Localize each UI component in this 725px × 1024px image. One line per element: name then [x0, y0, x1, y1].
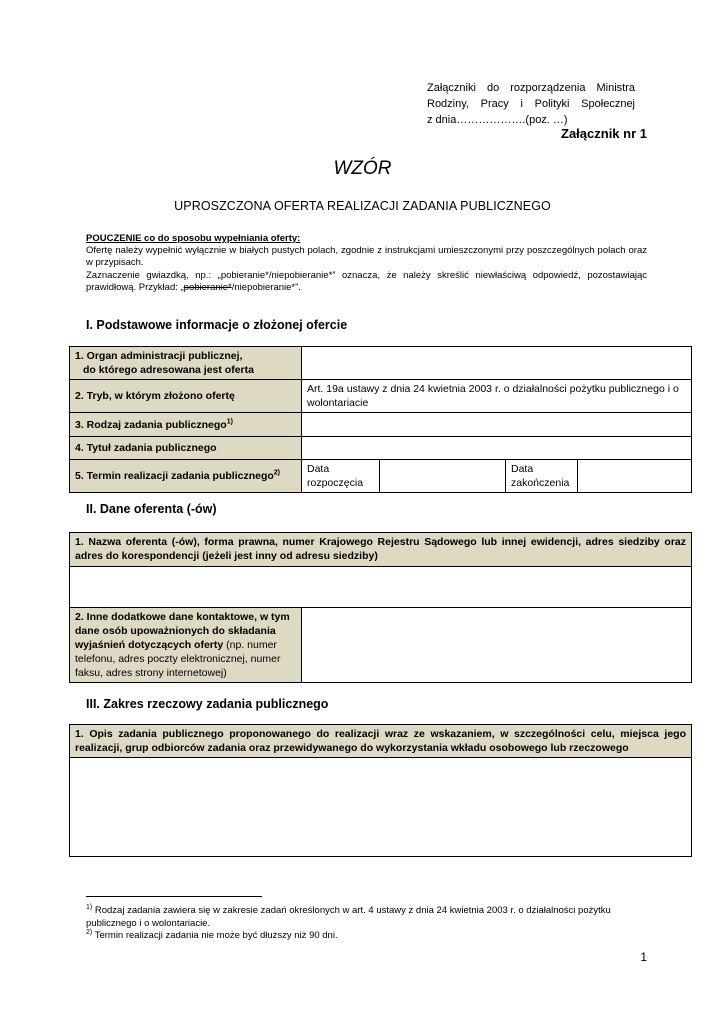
- footnote-divider: [86, 896, 262, 897]
- offeror-name-field[interactable]: [70, 567, 692, 608]
- contact-data-label: [70, 608, 302, 683]
- offeror-name-label: 1. Nazwa oferenta (-ów), forma prawna, numer Krajowego Rejestru Sądowego lub innej ewidencji, adres siedziby oraz adres do korespondencji (jeżeli jest inny od adresu siedziby): [70, 533, 692, 567]
- instructions-line-2: [86, 270, 647, 294]
- footnote-2-mark: 2): [86, 928, 93, 936]
- instructions-heading: POUCZENIE co do sposobu wypełniania oferty:: [86, 233, 301, 244]
- contact-data-label-text: 2. Inne dodatkowe dane kontaktowe, w tym dane osób upoważnionych do składania wyjaśnień dotyczących oferty: [75, 611, 290, 651]
- task-type-field[interactable]: [302, 413, 692, 437]
- page-number: 1: [640, 950, 647, 964]
- footnote-2-text: Termin realizacji zadania nie może być dłuższy niż 90 dni.: [92, 930, 338, 941]
- authority-label-line-2: do którego adresowana jest oferta: [83, 364, 254, 376]
- regulation-note-line-1: Załączniki do rozporządzenia Ministra: [427, 82, 635, 94]
- task-term-label-text: 5. Termin realizacji zadania publicznego: [75, 470, 274, 482]
- contact-data-field[interactable]: [302, 608, 692, 683]
- procedure-value: Art. 19a ustawy z dnia 24 kwietnia 2003 r. o działalności pożytku publicznego i o wolontariacie: [302, 380, 692, 413]
- task-title-label: 4. Tytuł zadania publicznego: [70, 437, 302, 460]
- task-type-label-text: 3. Rodzaj zadania publicznego: [75, 418, 227, 431]
- instructions-text: Zaznaczenie gwiazdką, np.: „pobieranie*/niepobieranie*” oznacza, że należy skreślić niewłaściwą odpowiedź, pozostawiając prawidłową. Przykład: „: [86, 269, 647, 293]
- start-date-label: Data rozpoczęcia: [302, 460, 380, 493]
- task-scope-table: [69, 724, 692, 857]
- section-3-title: III. Zakres rzeczowy zadania publicznego: [86, 697, 329, 711]
- footnote-ref-2: 2): [273, 469, 281, 477]
- footnotes: [86, 905, 648, 943]
- annex-label: Załącznik nr 1: [561, 126, 647, 141]
- authority-label: [70, 347, 302, 380]
- task-type-label: [70, 413, 302, 437]
- instructions-line-1: Ofertę należy wypełnić wyłącznie w białych pustych polach, zgodnie z instrukcjami umieszczonymi przy poszczególnych polach oraz w przypisach.: [86, 245, 647, 269]
- procedure-label: 2. Tryb, w którym złożono ofertę: [70, 380, 302, 413]
- task-term-label: [70, 460, 302, 493]
- struck-example: pobieranie*: [183, 281, 232, 293]
- instructions: [86, 233, 647, 294]
- regulation-note-line-2: Rodziny, Pracy i Polityki Społecznej: [427, 98, 635, 110]
- offeror-table: [69, 532, 692, 683]
- end-date-label: Data zakończenia: [506, 460, 578, 493]
- footnote-2: [86, 930, 648, 943]
- instructions-text-end: /niepobieranie*”.: [231, 281, 301, 293]
- contact-data-hint: (np. numer telefonu, adres poczty elektronicznej, numer faksu, adres strony internetowej): [75, 639, 281, 679]
- task-description-field[interactable]: [70, 758, 692, 857]
- section-1-title: I. Podstawowe informacje o złożonej ofercie: [86, 318, 348, 332]
- basic-info-table: [69, 346, 692, 493]
- end-date-field[interactable]: [578, 460, 692, 493]
- task-title-field[interactable]: [302, 437, 692, 460]
- start-date-field[interactable]: [380, 460, 506, 493]
- authority-field[interactable]: [302, 347, 692, 380]
- authority-label-line-1: 1. Organ administracji publicznej,: [75, 350, 243, 362]
- regulation-note: [427, 80, 635, 128]
- footnote-1: [86, 905, 648, 930]
- footnote-1-mark: 1): [86, 903, 93, 911]
- page-title: UPROSZCZONA OFERTA REALIZACJI ZADANIA PUBLICZNEGO: [174, 199, 551, 213]
- regulation-note-line-3: z dnia……………….(poz. …): [427, 114, 568, 126]
- footnote-1-text: Rodzaj zadania zawiera się w zakresie zadań określonych w art. 4 ustawy z dnia 24 kwietnia 2003 r. o działalności pożytku publicznego i o wolontariacie.: [86, 905, 611, 929]
- template-label: WZÓR: [333, 158, 392, 179]
- task-description-label: 1. Opis zadania publicznego proponowanego do realizacji wraz ze wskazaniem, w szczególności celu, miejsca jego realizacji, grup odbiorców zadania oraz przewidywanego do wykorzystania wkładu osobowego lub rzeczowego: [70, 725, 692, 758]
- footnote-ref-1: 1): [226, 418, 233, 425]
- section-2-title: II. Dane oferenta (-ów): [86, 502, 217, 516]
